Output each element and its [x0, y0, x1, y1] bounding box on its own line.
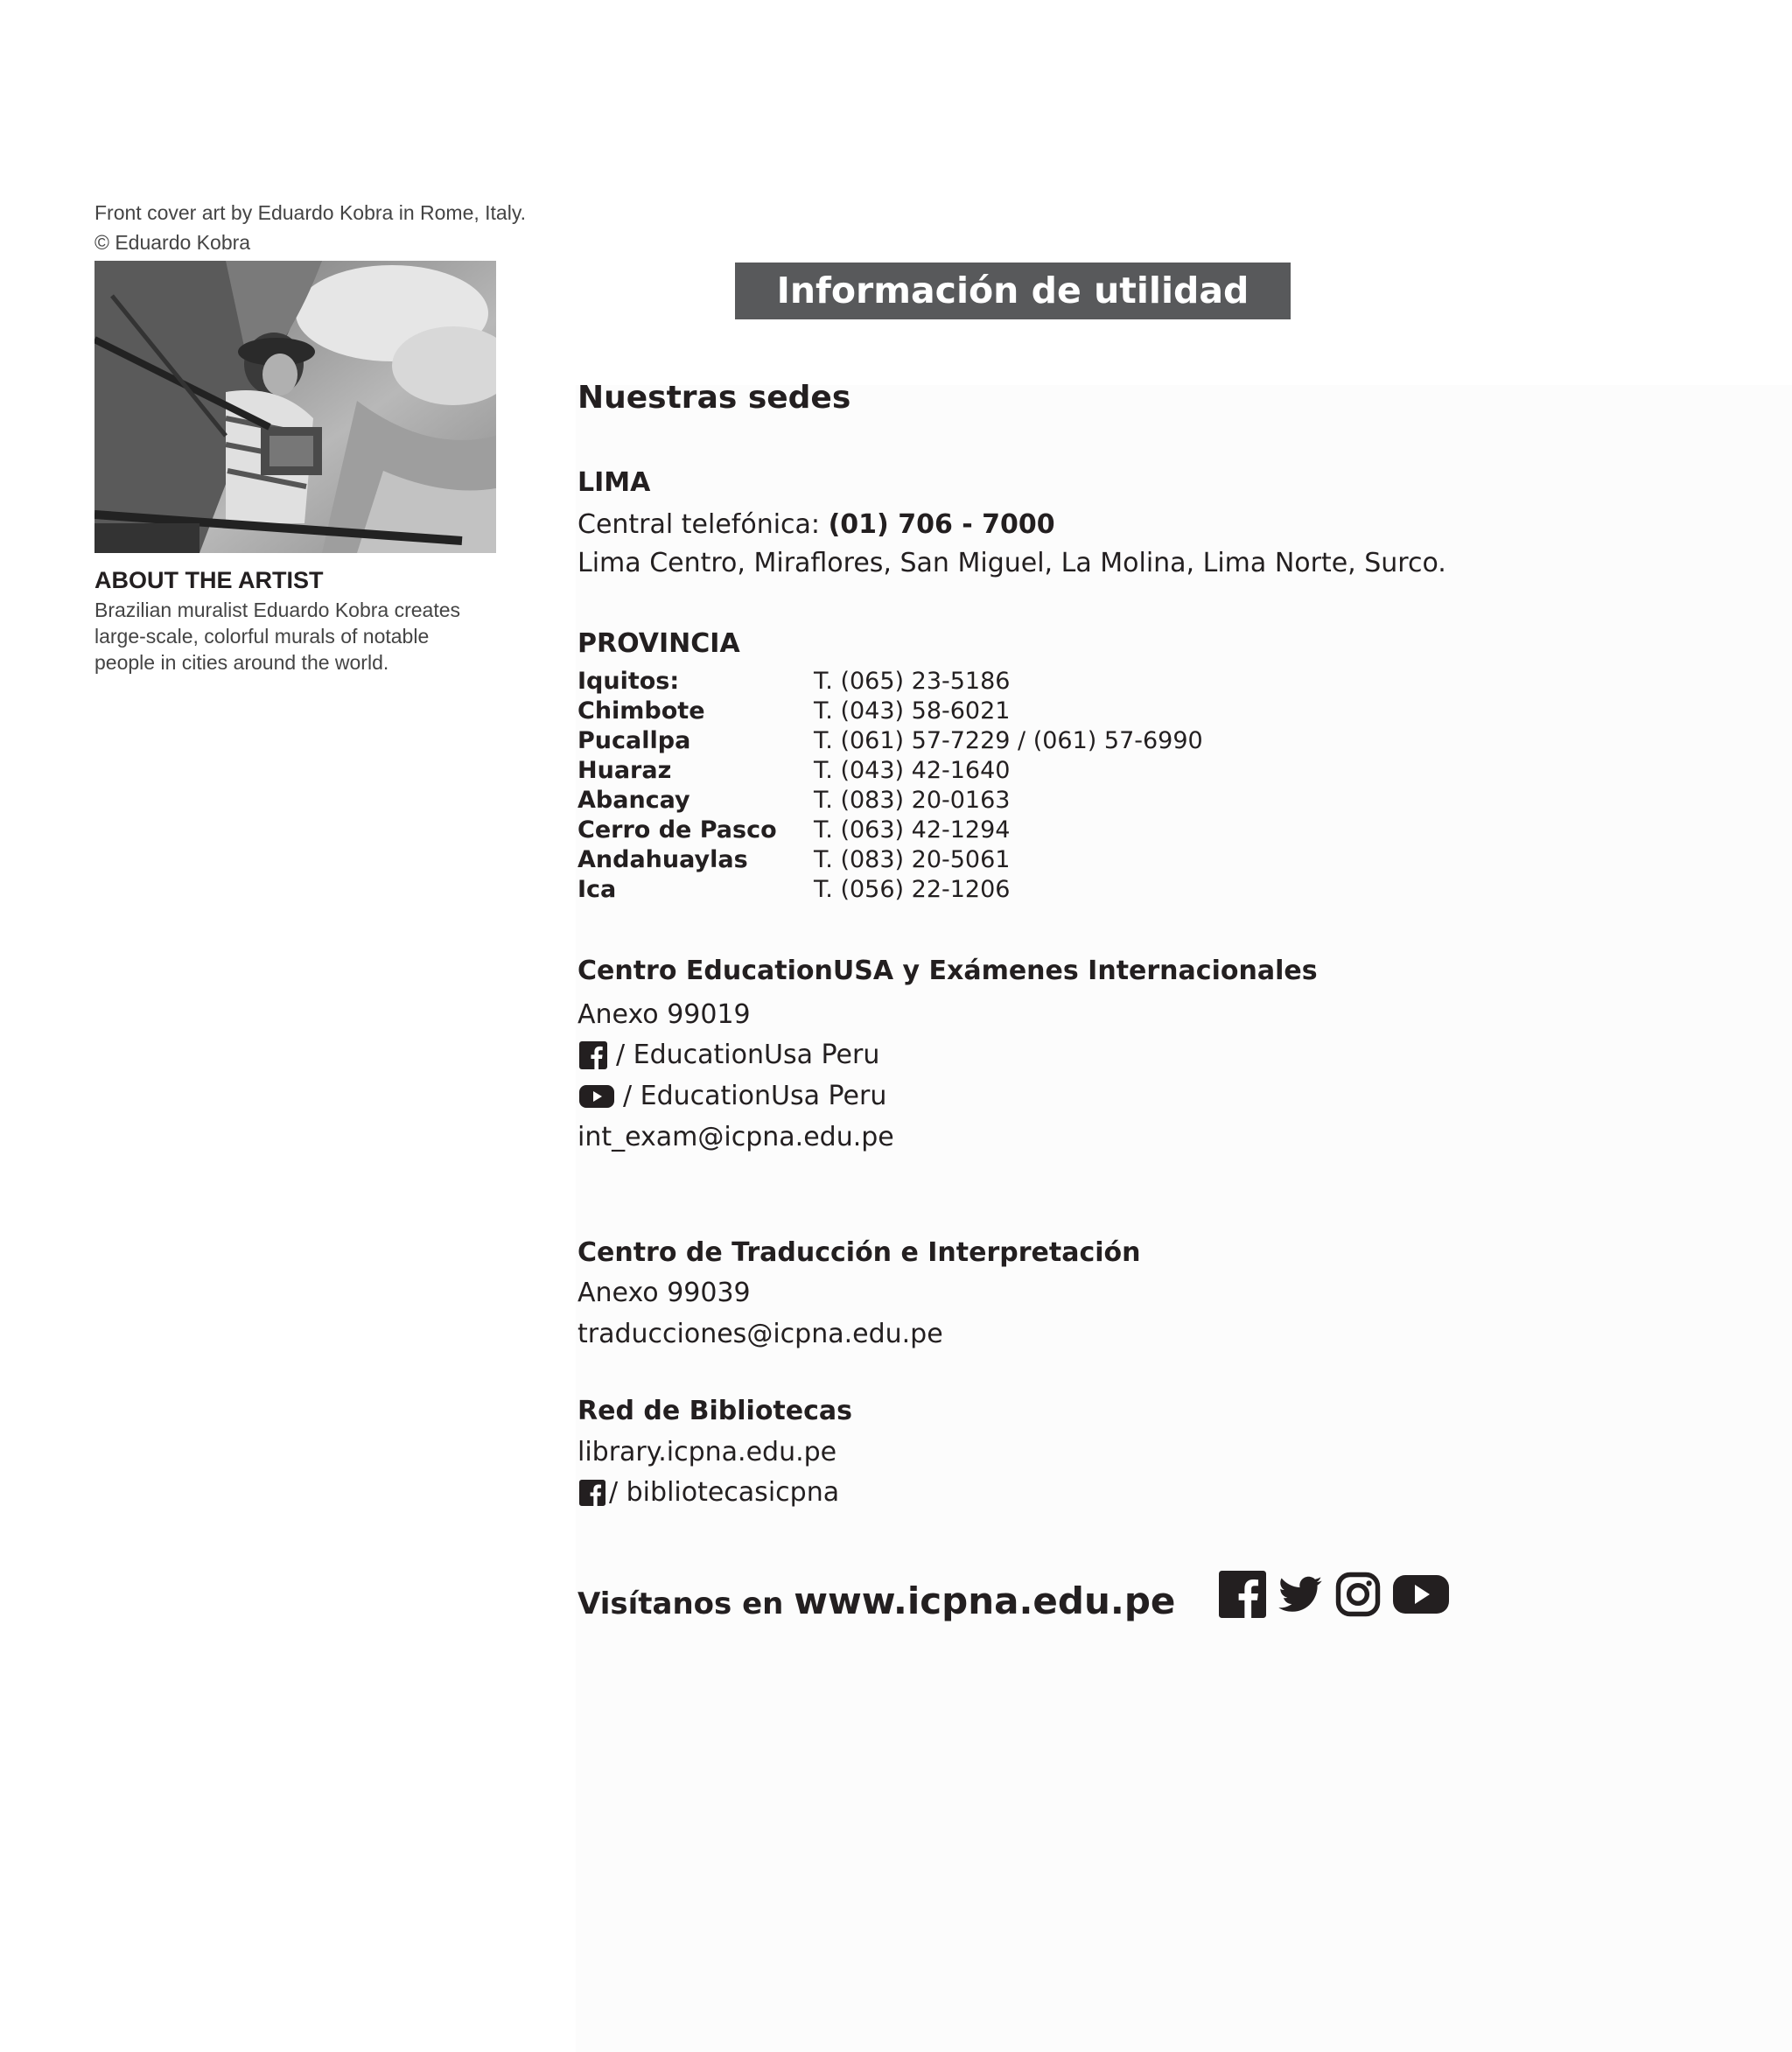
page-background: [576, 385, 1792, 2052]
list-item: [578, 846, 1365, 876]
list-item: [578, 816, 1365, 846]
visit-line: [578, 1579, 1175, 1622]
lima-heading: LIMA: [578, 467, 651, 498]
traduccion-anexo: Anexo 99039: [578, 1278, 751, 1308]
city-phone: T. (056) 22-1206: [814, 876, 1011, 903]
city-phone: T. (083) 20-5061: [814, 846, 1011, 873]
education-usa-anexo: Anexo 99019: [578, 999, 751, 1030]
list-item: [578, 757, 1365, 787]
city-name: Ica: [578, 876, 617, 903]
cover-caption-line2: © Eduardo Kobra: [94, 231, 251, 254]
lima-central-number: (01) 706 - 7000: [828, 509, 1055, 540]
website-url[interactable]: www.icpna.edu.pe: [794, 1579, 1176, 1622]
instagram-icon[interactable]: [1334, 1571, 1382, 1618]
city-phone: T. (065) 23-5186: [814, 668, 1011, 695]
city-name: Chimbote: [578, 697, 705, 725]
about-artist-line1: Brazilian muralist Eduardo Kobra creates: [94, 599, 461, 621]
education-usa-facebook-text: / EducationUsa Peru: [616, 1040, 880, 1070]
city-phone: T. (063) 42-1294: [814, 816, 1011, 844]
city-phone: T. (043) 58-6021: [814, 697, 1011, 725]
city-name: Andahuaylas: [578, 846, 748, 873]
city-name: Huaraz: [578, 757, 672, 784]
youtube-icon: [579, 1082, 614, 1110]
city-phone: T. (043) 42-1640: [814, 757, 1011, 784]
city-name: Cerro de Pasco: [578, 816, 777, 844]
cover-caption-line1: Front cover art by Eduardo Kobra in Rome, Italy.: [94, 201, 527, 224]
city-phone: T. (061) 57-7229 / (061) 57-6990: [814, 727, 1203, 754]
social-icons: [1219, 1571, 1450, 1618]
bibliotecas-facebook-link[interactable]: [579, 1477, 839, 1508]
bibliotecas-site[interactable]: library.icpna.edu.pe: [578, 1437, 837, 1467]
education-usa-facebook-link[interactable]: [579, 1040, 879, 1070]
lima-central-line: [578, 509, 1055, 540]
twitter-icon[interactable]: [1277, 1571, 1324, 1618]
list-item: [578, 668, 1365, 697]
list-item: [578, 787, 1365, 816]
bibliotecas-heading: Red de Bibliotecas: [578, 1396, 853, 1426]
education-usa-youtube-text: / EducationUsa Peru: [623, 1081, 887, 1111]
city-name: Iquitos:: [578, 668, 680, 695]
education-usa-heading: Centro EducationUSA y Exámenes Internacionales: [578, 956, 1318, 986]
bibliotecas-facebook-text: / bibliotecasicpna: [609, 1477, 840, 1508]
list-item: [578, 727, 1365, 757]
traduccion-heading: Centro de Traducción e Interpretación: [578, 1237, 1141, 1268]
city-name: Pucallpa: [578, 727, 691, 754]
about-artist-heading: ABOUT THE ARTIST: [94, 567, 324, 593]
list-item: [578, 876, 1365, 906]
city-phone: T. (083) 20-0163: [814, 787, 1011, 814]
lima-locations: Lima Centro, Miraflores, San Miguel, La Molina, Lima Norte, Surco.: [578, 548, 1446, 578]
facebook-icon: [579, 1480, 606, 1506]
visit-label: Visítanos en: [578, 1586, 794, 1621]
about-artist-text: [94, 597, 506, 676]
lima-central-label: Central telefónica:: [578, 509, 829, 540]
city-name: Abancay: [578, 787, 690, 814]
info-banner: Información de utilidad: [735, 263, 1291, 319]
about-artist-line3: people in cities around the world.: [94, 651, 389, 674]
facebook-icon[interactable]: [1219, 1571, 1266, 1618]
youtube-icon[interactable]: [1392, 1571, 1450, 1618]
list-item: [578, 697, 1365, 727]
traduccion-email[interactable]: traducciones@icpna.edu.pe: [578, 1319, 943, 1349]
cover-caption: [94, 198, 526, 257]
education-usa-email[interactable]: int_exam@icpna.edu.pe: [578, 1122, 894, 1152]
about-artist-line2: large-scale, colorful murals of notable: [94, 625, 430, 648]
sedes-heading: Nuestras sedes: [578, 380, 851, 416]
education-usa-youtube-link[interactable]: [579, 1081, 886, 1111]
facebook-icon: [579, 1041, 607, 1069]
artist-photo: [94, 261, 496, 553]
provincia-heading: PROVINCIA: [578, 628, 740, 659]
